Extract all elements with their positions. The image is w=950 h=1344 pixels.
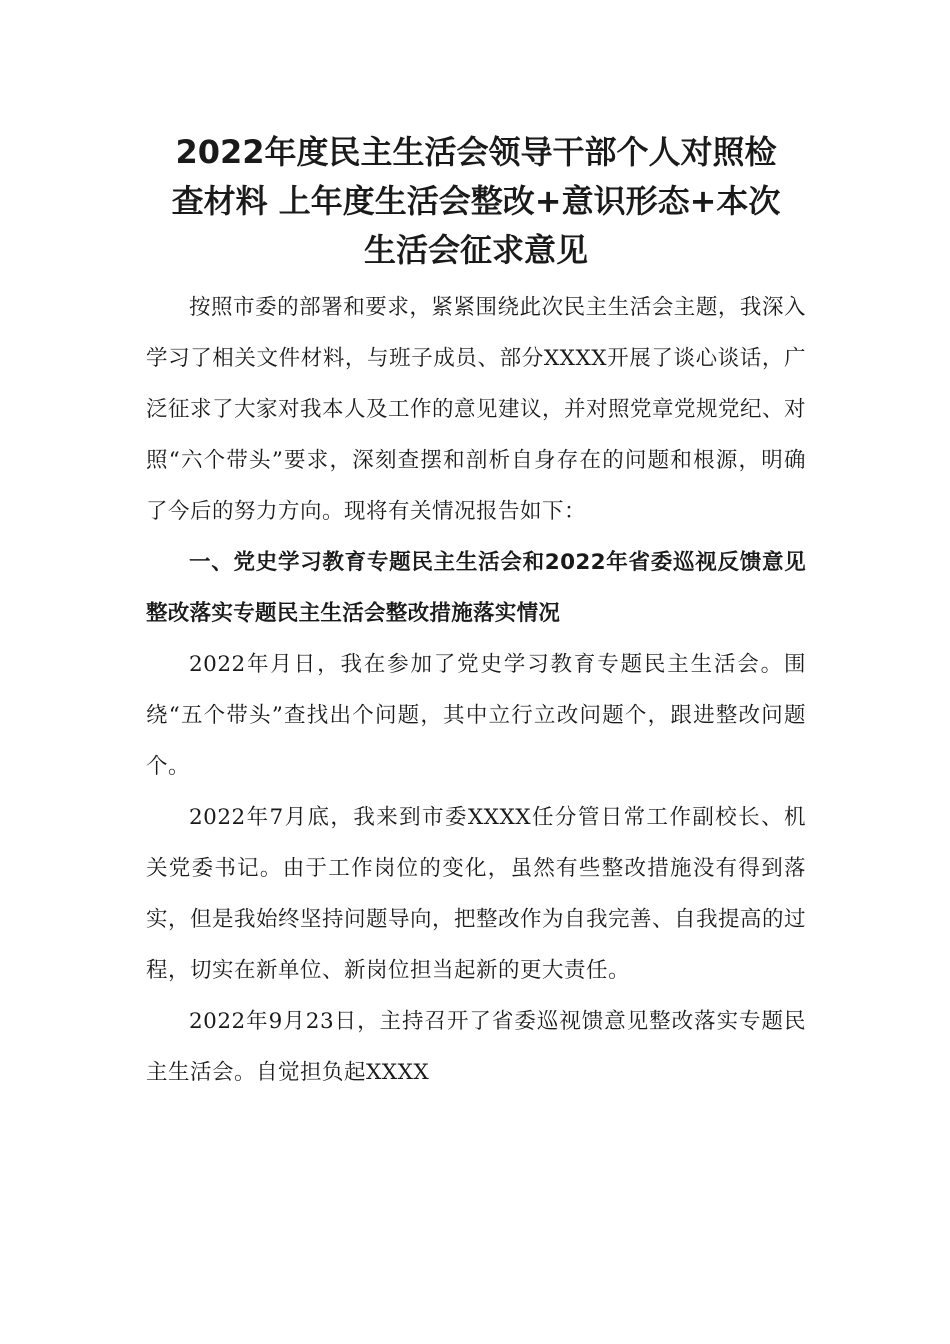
intro-paragraph: 按照市委的部署和要求，紧紧围绕此次民主生活会主题，我深入学习了相关文件材料，与班子成员、部分XXXX开展了谈心谈话，广泛征求了大家对我本人及工作的意见建议，并对照党章党规党纪、对照“六个带头”要求，深刻查摆和剖析自身存在的问题和根源，明确了今后的努力方向。现将有关情况报告如下： bbox=[146, 295, 807, 524]
title-line-3: 生活会征求意见 bbox=[363, 231, 588, 269]
document-title bbox=[146, 128, 806, 275]
body-paragraph-2: 2022年7月底，我来到市委XXXX任分管日常工作副校长、机关党委书记。由于工作岗位的变化，虽然有些整改措施没有得到落实，但是我始终坚持问题导向，把整改作为自我完善、自我提高的过程，切实在新单位、新岗位担当起新的更大责任。 bbox=[146, 805, 807, 983]
body-paragraph-3: 2022年9月23日，主持召开了省委巡视馈意见整改落实专题民主生活会。自觉担负起XXXX bbox=[146, 1009, 806, 1085]
section-heading-1: 一、党史学习教育专题民主生活会和2022年省委巡视反馈意见整改落实专题民主生活会整改措施落实情况 bbox=[146, 550, 806, 626]
title-line-2: 查材料 上年度生活会整改+意识形态+本次 bbox=[171, 182, 781, 220]
title-line-1: 2022年度民主生活会领导干部个人对照检 bbox=[175, 133, 777, 171]
document-page bbox=[146, 128, 806, 1098]
body-paragraph-1: 2022年月日，我在参加了党史学习教育专题民主生活会。围绕“五个带头”查找出个问题，其中立行立改问题个，跟进整改问题个。 bbox=[146, 652, 806, 779]
